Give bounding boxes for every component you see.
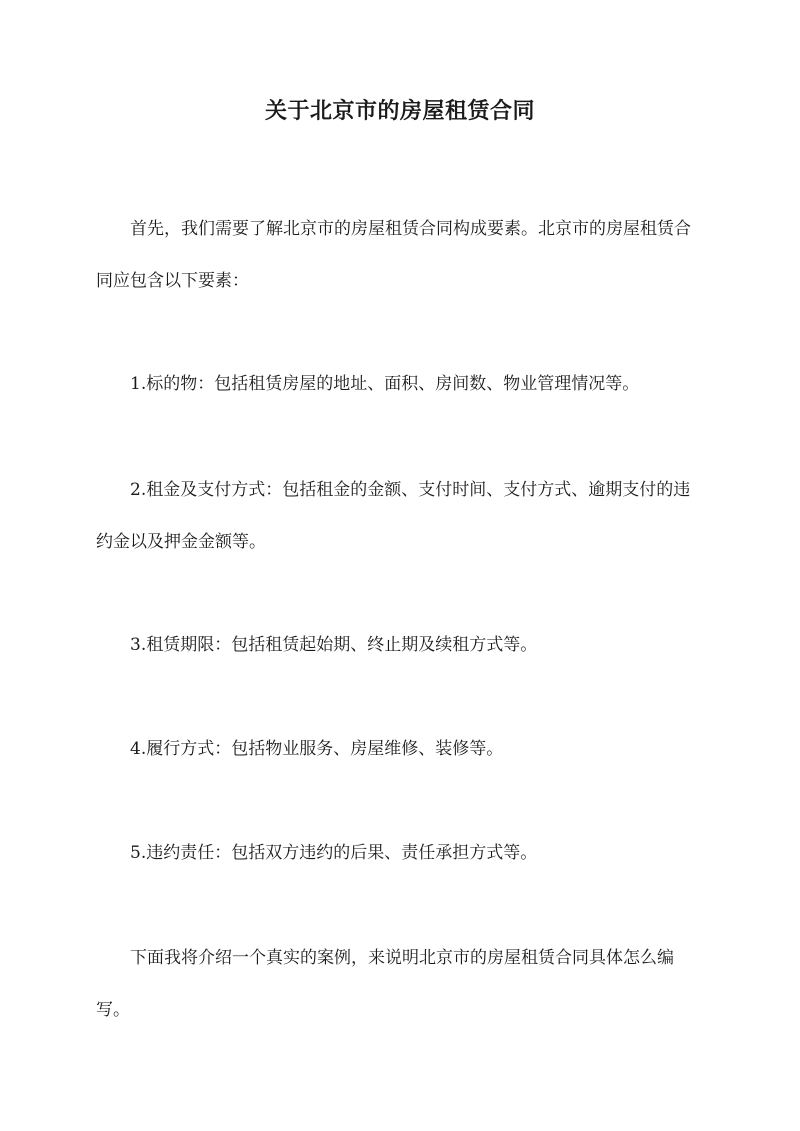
paragraph-item-2: 2.租金及支付方式：包括租金的金额、支付时间、支付方式、逾期支付的违约金以及押金金额等。	[96, 480, 691, 552]
paragraph-item-1: 1.标的物：包括租赁房屋的地址、面积、房间数、物业管理情况等。	[130, 374, 640, 394]
paragraph-intro: 首先，我们需要了解北京市的房屋租赁合同构成要素。北京市的房屋租赁合同应包含以下要素：	[96, 219, 691, 291]
paragraph-conclusion: 下面我将介绍一个真实的案例，来说明北京市的房屋租赁合同具体怎么编写。	[96, 948, 674, 1020]
document-title: 关于北京市的房屋租赁合同	[264, 98, 535, 124]
paragraph-item-4: 4.履行方式：包括物业服务、房屋维修、装修等。	[130, 739, 504, 759]
paragraph-item-3: 3.租赁期限：包括租赁起始期、终止期及续租方式等。	[130, 635, 538, 655]
paragraph-item-5: 5.违约责任：包括双方违约的后果、责任承担方式等。	[130, 843, 538, 863]
